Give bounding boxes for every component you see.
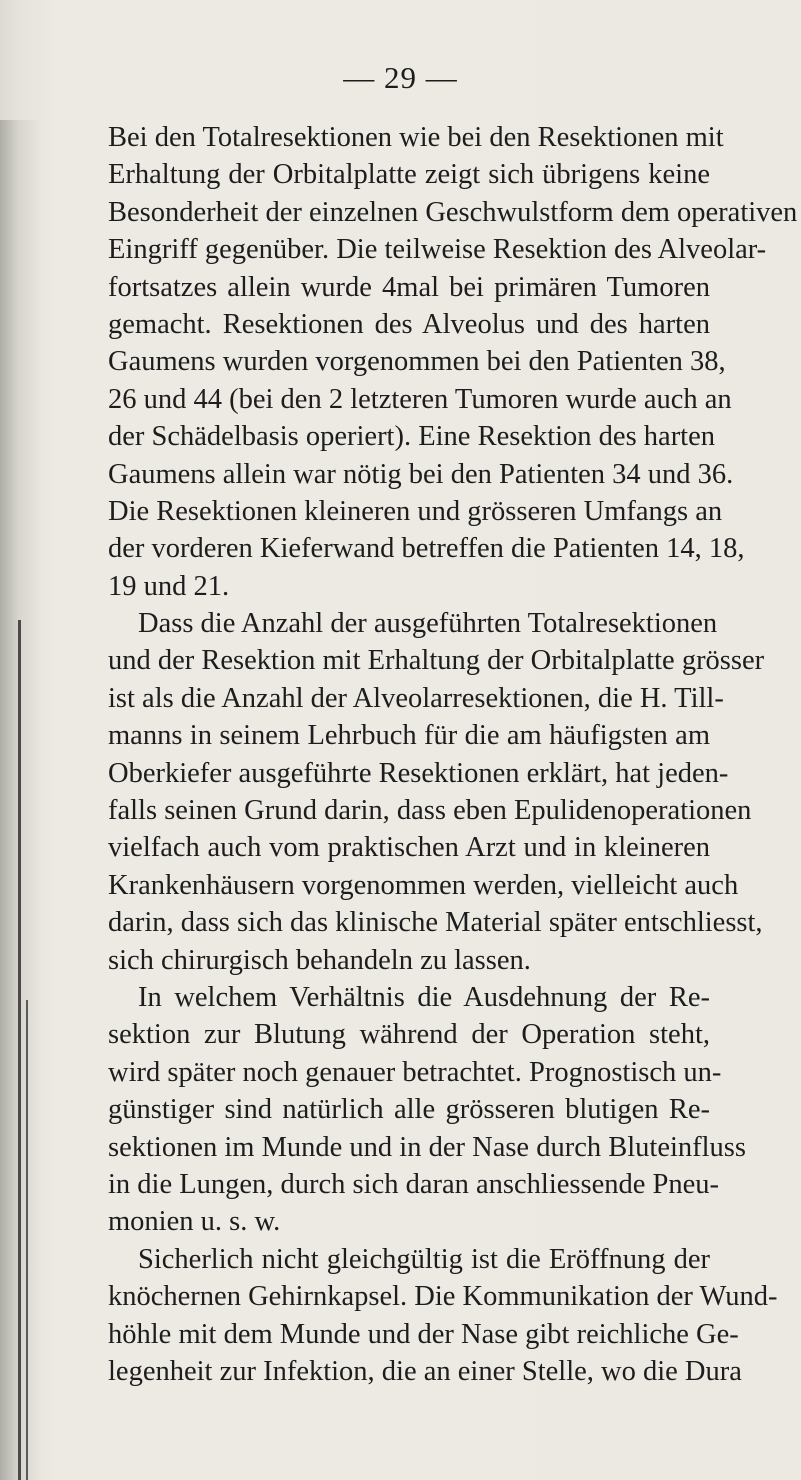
text-line: in die Lungen, durch sich daran anschliessende Pneu- — [108, 1168, 719, 1200]
text-line: sektion zur Blutung während der Operation steht, — [108, 1019, 710, 1051]
text-line: günstiger sind natürlich alle grösseren blutigen Re- — [108, 1094, 710, 1126]
text-line: knöchernen Gehirnkapsel. Die Kommunikation der Wund- — [108, 1281, 778, 1313]
text-line: ist als die Anzahl der Alveolarresektionen, die H. Till- — [108, 682, 724, 714]
text-line: der Schädelbasis operiert). Eine Resektion des harten — [108, 421, 716, 453]
text-line: Erhaltung der Orbitalplatte zeigt sich übrigens keine — [108, 159, 710, 191]
text-line: Gaumens allein war nötig bei den Patienten 34 und 36. — [108, 458, 734, 490]
text-line: und der Resektion mit Erhaltung der Orbitalplatte grösser — [108, 645, 765, 677]
text-line: darin, dass sich das klinische Material später entschliesst, — [108, 907, 763, 939]
text-line: fortsatzes allein wurde 4mal bei primären Tumoren — [108, 271, 710, 303]
text-line: der vorderen Kieferwand betreffen die Patienten 14, 18, — [108, 533, 745, 565]
text-line: Krankenhäusern vorgenommen werden, vielleicht auch — [108, 869, 739, 901]
text-line: sektionen im Munde und in der Nase durch Bluteinfluss — [108, 1131, 746, 1163]
text-line: falls seinen Grund darin, dass eben Epulidenoperationen — [108, 795, 752, 827]
binding-gutter-shadow — [0, 120, 42, 1480]
text-line: monien u. s. w. — [108, 1206, 281, 1238]
text-line: Eingriff gegenüber. Die teilweise Resektion des Alveolar- — [108, 234, 767, 266]
text-line: vielfach auch vom praktischen Arzt und in kleineren — [108, 832, 710, 864]
page-number: — 29 — — [343, 60, 458, 95]
text-line: Besonderheit der einzelnen Geschwulstform dem operativen — [108, 196, 798, 228]
text-line: gemacht. Resektionen des Alveolus und des harten — [108, 308, 710, 340]
text-line: Bei den Totalresektionen wie bei den Resektionen mit — [108, 122, 724, 153]
text-line: 26 und 44 (bei den 2 letzteren Tumoren wurde auch an — [108, 383, 732, 415]
binding-edge-line — [26, 1000, 28, 1480]
text-line: In welchem Verhältnis die Ausdehnung der Re- — [138, 981, 710, 1013]
text-line: Sicherlich nicht gleichgültig ist die Eröffnung der — [138, 1243, 710, 1275]
text-line: Gaumens wurden vorgenommen bei den Patienten 38, — [108, 346, 726, 378]
text-line: Oberkiefer ausgeführte Resektionen erklärt, hat jeden- — [108, 757, 729, 789]
text-line: Dass die Anzahl der ausgeführten Totalresektionen — [138, 608, 718, 640]
text-line: 19 und 21. — [108, 570, 230, 602]
text-line: Die Resektionen kleineren und grösseren Umfangs an — [108, 495, 723, 527]
text-line: wird später noch genauer betrachtet. Prognostisch un- — [108, 1056, 722, 1088]
text-line: manns in seinem Lehrbuch für die am häufigsten am — [108, 720, 710, 752]
body-text — [108, 119, 798, 1390]
text-line: legenheit zur Infektion, die an einer Stelle, wo die Dura — [108, 1355, 742, 1387]
binding-edge-line — [18, 620, 21, 1480]
text-line: höhle mit dem Munde und der Nase gibt reichliche Ge- — [108, 1318, 739, 1350]
text-line: sich chirurgisch behandeln zu lassen. — [108, 944, 531, 976]
